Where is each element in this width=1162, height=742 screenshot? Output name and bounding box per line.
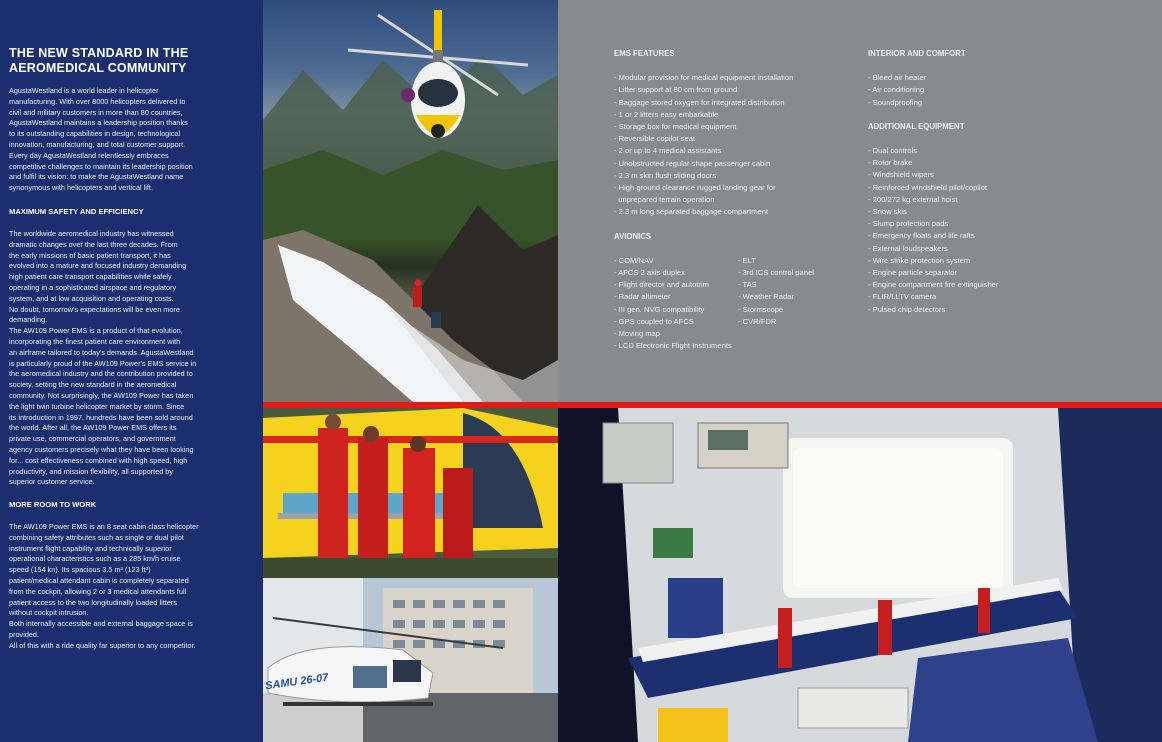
list-item: - Moving map	[614, 329, 661, 339]
ems-features-list	[614, 72, 864, 218]
section-body-room: The AW109 Power EMS is an 8 seat cabin class helicopter combining safety attributes such as single or dual pilot instrument flight capability and technically superior operational characteristics such as a 285 km/h cruise speed (154 kn). Its spacious 3.5 m³ (123 ft³) patient/medical attendant cabin is completely separated from the cockpit, allowing 2 or 3 medical attendants full patient access to the two longitudinally loaded litters without cockpit intrusion. Both internally accessible and external baggage space is provided. All of this with a ride quality far superior to any competitor.	[9, 522, 199, 650]
list-item: - TAS	[738, 280, 757, 290]
section-heading-safety: MAXIMUM SAFETY AND EFFICIENCY	[9, 206, 144, 216]
additional-heading: ADDITIONAL EQUIPMENT	[868, 121, 965, 131]
list-item: - Rotor brake	[868, 158, 913, 168]
list-item: - Flight director and autotrim	[614, 280, 709, 290]
intro-paragraph: AgustaWestland is a world leader in helicopter manufacturing. With over 8000 helicopters delivered to civil and military customers in more than 80 countries, AgustaWestland maintains a leadership position thanks to its outstanding capabilities in design, technological innovation, manufacturing, and total customer support. Every day AgustaWestland relentlessly embraces competitive challenges to maintain its leadership position and fulfil its vision: to make the AgustaWestland name synonymous with helicopters and vertical lift.	[9, 86, 193, 193]
list-item: - Engine particle separator	[868, 268, 958, 278]
list-item: - Litter support at 80 cm from ground	[614, 85, 738, 95]
list-item: - Bleed air heater	[868, 73, 927, 83]
list-item: - Storage box for medical equipment	[614, 122, 737, 132]
section-body-safety: The worldwide aeromedical industry has witnessed dramatic changes over the last three decades. From the early missions of basic patient transport, it has evolved into a mature and focused industry demanding high patient care transport capabilities while safely operating in a sophisticated airspace and regulatory system, and at low acquisition and operating costs. No doubt, tomorrow's expectations will be even more demanding. The AW109 Power EMS is a product of that evolution, incorporating the finest patient care environment with an airframe tailored to today's demands. AgustaWestland is particularly proud of the AW109 Power's EMS service in the aeromedical industry and the contribution provided to society, setting the new standard in the aeromedical community. Not surprisingly, the AW109 Power has taken the light twin turbine helicopter market by storm. Since its introduction in 1997, hundreds have been sold around the world. After all, the AW109 Power EMS offers its private use, commercial operators, and government agency customers precisely what they have been looking for... cost effectiveness combined with high speed, high productivity, and mission flexibility, all supported by superior customer service.	[9, 228, 197, 487]
medics-scene-illustration	[263, 408, 558, 578]
avionics-list-1	[614, 255, 732, 353]
list-item: - LCD Electronic Flight Instruments	[614, 341, 732, 351]
list-item: - COM/NAV	[614, 255, 654, 265]
list-item: - Snow skis	[868, 207, 907, 217]
list-item: - III gen. NVG compatibility	[614, 304, 705, 314]
ems-features-heading: EMS FEATURES	[614, 49, 675, 58]
avionics-heading: AVIONICS	[614, 231, 652, 241]
list-item: - Reinforced windshield pilot/copilot	[868, 182, 988, 192]
list-item: - CVR/FDR	[738, 316, 777, 326]
list-item: - Emergency floats and life rafts	[868, 231, 975, 241]
list-item: - Soundproofing	[868, 97, 923, 107]
list-item: - Pulsed chip detectors	[868, 304, 946, 314]
list-item: - Weather Radar	[738, 292, 794, 302]
list-item: - Radar altimeter	[614, 292, 671, 302]
list-item: - ELT	[738, 255, 757, 265]
list-item: - 1 or 2 litters easy embarkable	[614, 109, 719, 119]
specifications-panel	[558, 0, 1162, 402]
list-item: - High ground clearance rugged landing gear for	[614, 183, 776, 193]
list-item: - Baggage stored oxygen for integrated distribution	[614, 97, 785, 107]
specs-column-right	[868, 48, 1148, 328]
additional-list	[868, 145, 1148, 316]
list-item: - 2 or up to 4 medical assistants	[614, 146, 722, 156]
interior-heading: INTERIOR AND COMFORT	[868, 49, 966, 58]
list-item: - 2.3 m skin flush sliding doors	[614, 170, 717, 180]
cabin-interior-illustration	[558, 408, 1162, 742]
list-item: - Slump protection pads	[868, 219, 949, 229]
list-item: - Engine compartment fire extinguisher	[868, 280, 999, 290]
mountain-scene-illustration	[263, 0, 558, 402]
list-item: - Windshield wipers	[868, 170, 934, 180]
specs-column-left	[614, 48, 864, 355]
list-item: - AFCS 3 axis duplex	[614, 268, 685, 278]
list-item: - FLIR/LLTV camera	[868, 292, 937, 302]
list-item: - 3rd ICS control panel	[738, 268, 814, 278]
list-item: - Reversible copilot seat	[614, 134, 696, 144]
helicopter-mountain-photo	[263, 0, 558, 402]
list-item: - GPS coupled to AFCS	[614, 316, 694, 326]
list-item: - External loudspeakers	[868, 243, 948, 253]
page-title: THE NEW STANDARD IN THE AEROMEDICAL COMMUNITY	[9, 46, 189, 75]
list-item: - Stormscope	[738, 304, 784, 314]
avionics-lists	[614, 255, 864, 355]
section-heading-room: MORE ROOM TO WORK	[9, 500, 97, 510]
medics-stretcher-photo	[263, 408, 558, 578]
avionics-list-2	[738, 255, 814, 328]
list-item: - Air conditioning	[868, 85, 925, 95]
interior-list	[868, 72, 1148, 109]
list-item: - Modular provision for medical equipment installation	[614, 73, 794, 83]
list-item: - Wire strike protection system	[868, 255, 971, 265]
list-item: unprepared terrain operation	[614, 195, 715, 205]
left-text-panel	[0, 0, 263, 742]
samu-helicopter-photo	[263, 578, 558, 742]
cabin-interior-photo	[558, 408, 1162, 742]
hospital-scene-illustration	[263, 578, 558, 742]
list-item: - 2.3 m long separated baggage compartment	[614, 207, 769, 217]
samu-livery-text: SAMU 26-07	[264, 671, 330, 693]
list-item: - 200/272 kg external hoist	[868, 194, 958, 204]
list-item: - Unobstructed regular shape passenger cabin	[614, 158, 771, 168]
list-item: - Dual controls	[868, 146, 917, 156]
